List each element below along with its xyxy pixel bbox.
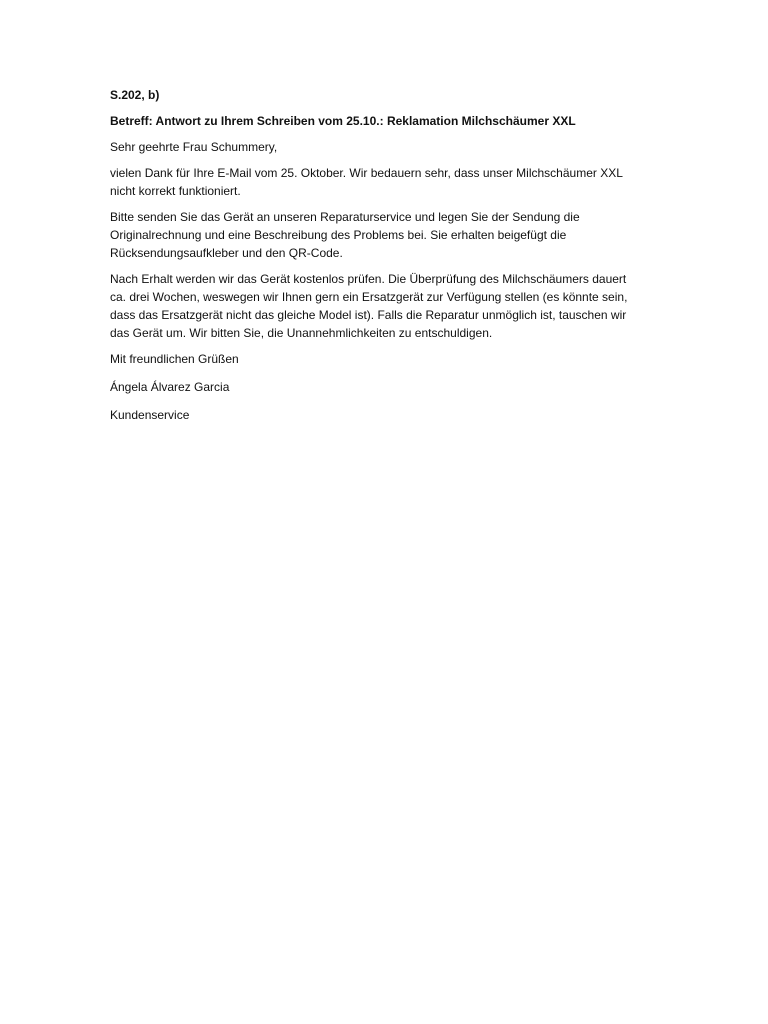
signature-department: Kundenservice [110, 408, 190, 422]
paragraph-1: vielen Dank für Ihre E-Mail vom 25. Oktober. Wir bedauern sehr, dass unser Milchschäumer XXL nicht korrekt funktioniert. [110, 166, 623, 198]
paragraph-2: Bitte senden Sie das Gerät an unseren Reparaturservice und legen Sie der Sendung die Originalrechnung und eine Beschreibung des Problems bei. Sie erhalten beigefügt die Rücksendungsaufkleber und den QR-Code. [110, 210, 580, 260]
letter-body [110, 86, 645, 432]
reference-line: S.202, b) [110, 88, 160, 102]
salutation: Sehr geehrte Frau Schummery, [110, 140, 278, 154]
paragraph-3: Nach Erhalt werden wir das Gerät kostenlos prüfen. Die Überprüfung des Milchschäumers dauert ca. drei Wochen, weswegen wir Ihnen gern ein Ersatzgerät zur Verfügung stellen (es könnte sein, dass das Ersatzgerät nicht das gleiche Model ist). Falls die Reparatur unmöglich ist, tauschen wir das Gerät um. Wir bitten Sie, die Unannehmlichkeiten zu entschuldigen. [110, 272, 628, 340]
signature-name: Ángela Álvarez Garcia [110, 380, 230, 394]
closing-phrase: Mit freundlichen Grüßen [110, 352, 239, 366]
subject-line: Betreff: Antwort zu Ihrem Schreiben vom 25.10.: Reklamation Milchschäumer XXL [110, 114, 576, 128]
